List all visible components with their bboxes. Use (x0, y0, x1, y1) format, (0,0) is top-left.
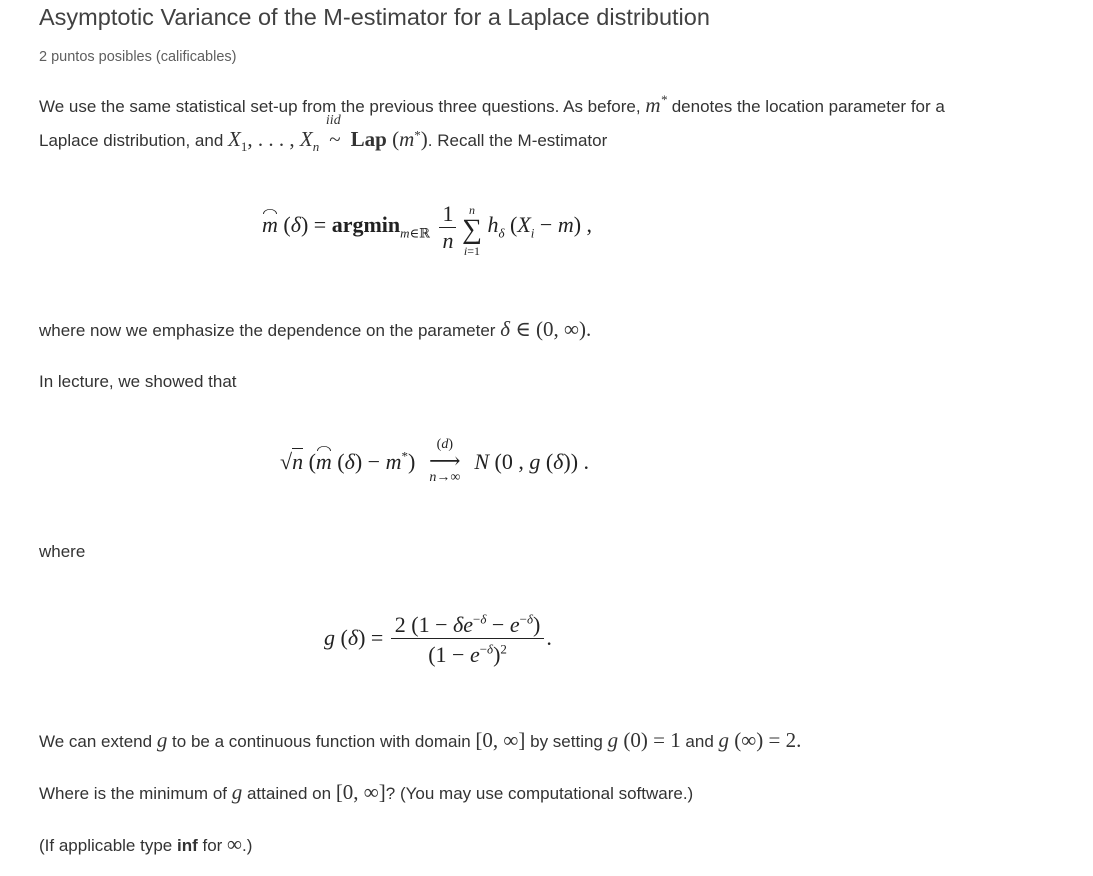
where-line: where (39, 542, 86, 561)
dependence-line: where now we emphasize the dependence on the parameter δ ∈ (0, ∞). (39, 317, 592, 341)
math-m-star: m* (645, 92, 667, 117)
equation-g-delta: g (δ) = $\frac{2 (1 - \delta e^{-\delta} - e^{-\delta})}{(1 - e^{-\delta})^2}$ . (324, 611, 552, 667)
question-line: Where is the minimum of g attained on [0, ∞]? (You may use computational software.) (39, 780, 694, 804)
equation-m-estimator: m (δ) = argmin$_{m\in ℝ}$ $\frac{1}{n}$ n ∑ i=1 $h_\delta$ $(X_i - m)$ , (262, 200, 593, 258)
lecture-line: In lecture, we showed that (39, 372, 237, 391)
equation-asymptotic-normality: √n (m (δ) − m*) (d) ⟶ n→∞ N (0 , g (δ)) . (280, 437, 590, 485)
extend-line: We can extend g to be a continuous function with domain [0, ∞] by setting g (0) = 1 and g (∞) = 2. (39, 728, 802, 752)
math-sample: $X_1$, . . . , $X_n$ (228, 127, 320, 155)
iid-symbol: iid ~ (325, 113, 341, 151)
intro-line-2: Laplace distribution, and $X_1$, . . . , $X_n$ iid ~ Lap (m*). Recall the M-estimator (39, 122, 607, 158)
intro-line-1: We use the same statistical set-up from the previous three questions. As before, m* denotes the location parameter for a (39, 92, 945, 117)
points-label: 2 puntos posibles (calificables) (39, 49, 237, 65)
page-title: Asymptotic Variance of the M-estimator for a Laplace distribution (39, 4, 710, 30)
hint-line: (If applicable type inf for ∞.) (39, 832, 253, 856)
inf-keyword: inf (176, 836, 198, 855)
